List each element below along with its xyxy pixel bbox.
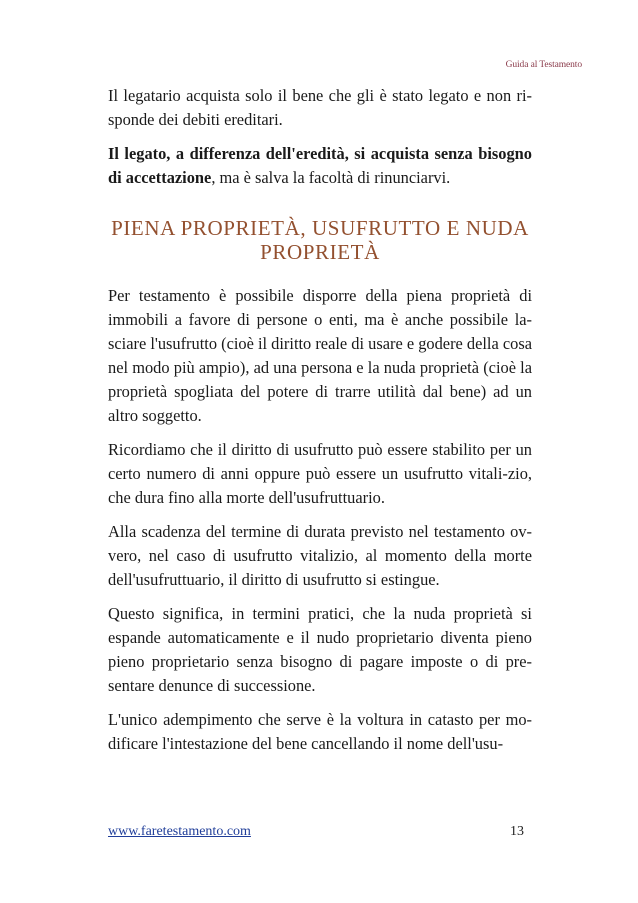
- paragraph-piena-proprieta: Per testamento è possibile disporre della piena proprietà di immobili a favore di persone o enti, ma è anche possibile la-sciare l'usufrutto (cioè il diritto reale di usare e godere della cosa nel modo più ampio), ad una persona e la nuda proprietà (cioè la proprietà spogliata del potere di trarre utilità dal bene) ad un altro soggetto.: [108, 286, 532, 425]
- paragraph-durata-usufrutto: Ricordiamo che il diritto di usufrutto può essere stabilito per un certo numero di anni oppure può essere un usufrutto vitali-zio, che dura fino alla morte dell'usufruttuario.: [108, 440, 532, 507]
- page-body: [108, 84, 532, 766]
- page-number: 13: [510, 824, 524, 839]
- website-link[interactable]: www.faretestamento.com: [108, 824, 251, 839]
- paragraph-legatario: Il legatario acquista solo il bene che gli è stato legato e non ri-sponde dei debiti ereditari.: [108, 86, 532, 129]
- paragraph-estinzione: Alla scadenza del termine di durata previsto nel testamento ov-vero, nel caso di usufrutto vitalizio, al momento della morte dell'usufruttuario, il diritto di usufrutto si estingue.: [108, 522, 532, 589]
- running-header: Guida al Testamento: [505, 60, 582, 70]
- paragraph-nuda-proprieta: Questo significa, in termini pratici, che la nuda proprietà si espande automaticamente e il nudo proprietario diventa pieno pieno proprietario senza bisogno di pagare imposte o di pre-sentare denunce di successione.: [108, 604, 532, 695]
- bold-statement: Il legato, a differenza dell'eredità, si acquista senza bisogno di accettazione: [108, 144, 532, 187]
- paragraph-legato: [108, 142, 532, 190]
- section-heading: PIENA PROPRIETÀ, USUFRUTTO E NUDA PROPRIETÀ: [111, 216, 529, 264]
- paragraph-legato-rest: , ma è salva la facoltà di rinunciarvi.: [211, 168, 451, 187]
- paragraph-voltura: L'unico adempimento che serve è la voltura in catasto per mo-dificare l'intestazione del bene cancellando il nome dell'usu-: [108, 710, 532, 753]
